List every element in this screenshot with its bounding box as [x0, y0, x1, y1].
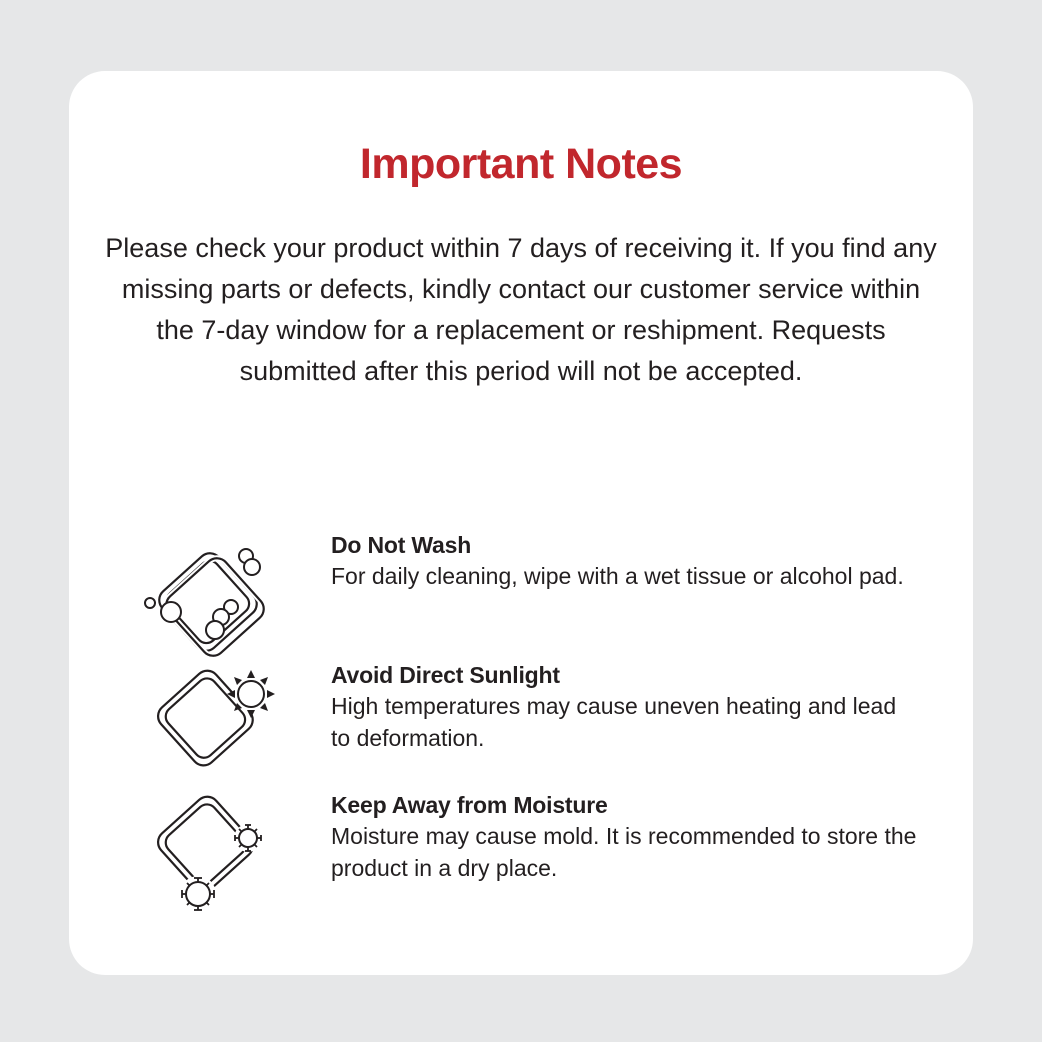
note-description: Moisture may cause mold. It is recommended to store the product in a dry place.: [331, 823, 917, 881]
moisture-mold-icon: [138, 790, 278, 920]
note-text: [331, 530, 931, 592]
note-item-avoid-sunlight: [0, 660, 1042, 790]
no-wash-bubbles-icon: [138, 530, 278, 660]
note-item-do-not-wash: [0, 530, 1042, 660]
note-text: [331, 790, 931, 884]
intro-paragraph: Please check your product within 7 days of receiving it. If you find any missing parts or defects, kindly contact our customer service within the 7-day window for a replacement or reshipment. Requests submitted after this period will not be accepted.: [105, 233, 937, 386]
note-heading: Keep Away from Moisture: [331, 792, 608, 818]
note-description: For daily cleaning, wipe with a wet tissue or alcohol pad.: [331, 563, 904, 589]
note-item-keep-dry: [0, 790, 1042, 920]
note-description: High temperatures may cause uneven heating and lead to deformation.: [331, 693, 897, 751]
note-heading: Avoid Direct Sunlight: [331, 662, 560, 688]
sunlight-icon: [138, 660, 278, 790]
page-title: Important Notes: [359, 140, 683, 188]
note-text: [331, 660, 931, 754]
note-heading: Do Not Wash: [331, 532, 472, 558]
